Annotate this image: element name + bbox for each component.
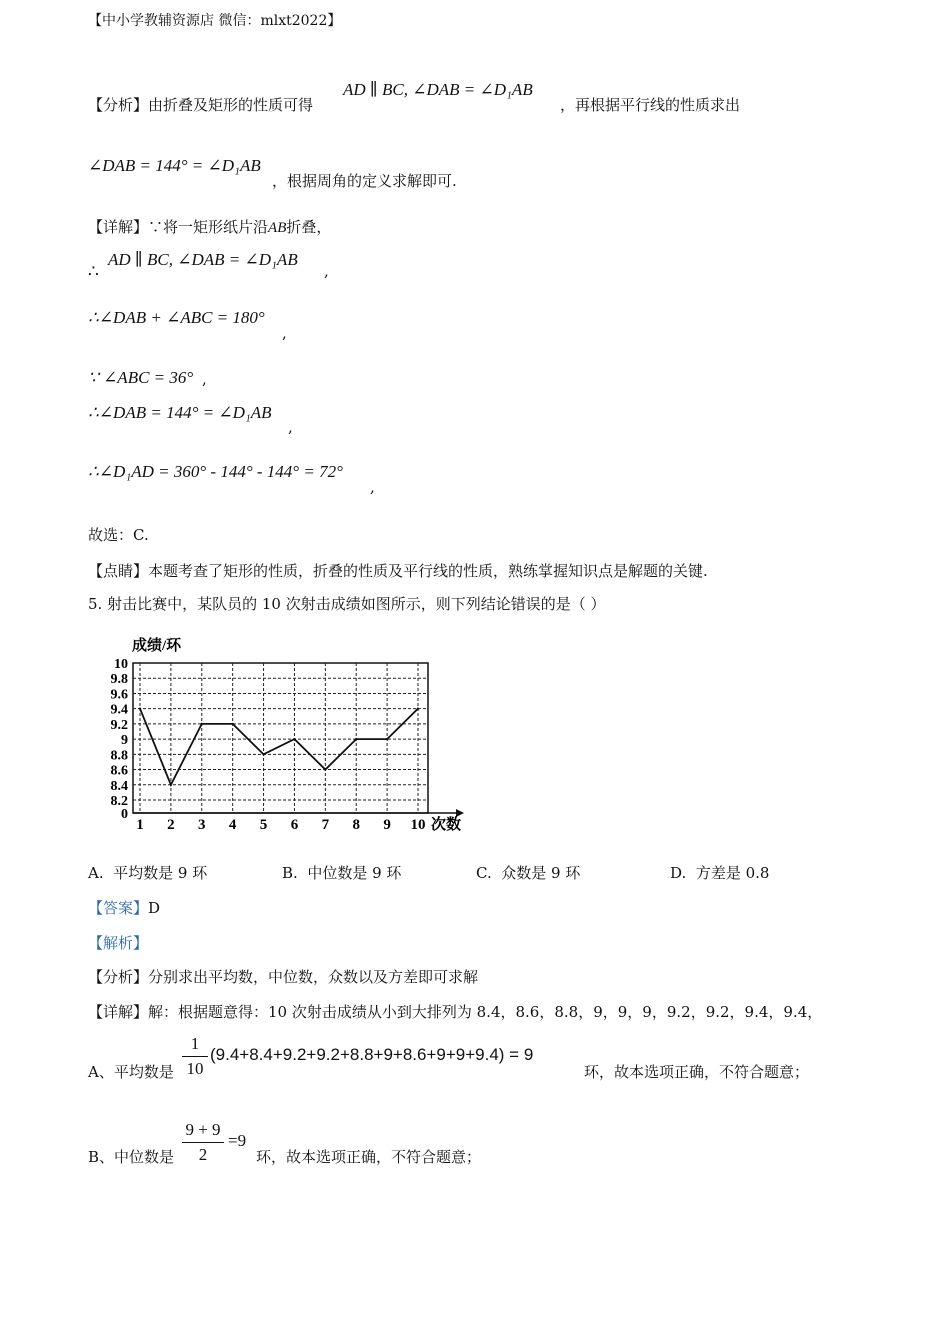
detail-intro <box>88 216 331 237</box>
comment-line <box>88 560 708 581</box>
mean-fraction-denominator: 10 <box>186 1059 204 1078</box>
fraction-bar <box>182 1142 224 1143</box>
option-a-text: 平均数是 9 环 <box>113 864 208 882</box>
y-tick-label: 9.2 <box>110 717 128 733</box>
detail-2-text: 解：根据题意得：10 次射击成绩从小到大排列为 8.4，8.6，8.8，9，9，9，9.2，9.2，9.4，9.4， <box>148 1003 823 1021</box>
x-tick-label: 5 <box>259 817 268 833</box>
answer-value: D <box>148 899 161 917</box>
step-5-comma: , <box>370 478 375 496</box>
segment-ab: AB <box>268 220 287 236</box>
option-d-text: 方差是 0.8 <box>695 864 770 882</box>
mean-fraction-numerator: 1 <box>190 1034 200 1053</box>
detail-intro-post: 折叠， <box>286 218 332 236</box>
option-a-letter: A. <box>88 864 104 882</box>
analysis-line-1 <box>88 94 313 115</box>
x-axis-arrow <box>456 809 464 817</box>
jiexi-label: 【解析】 <box>88 934 149 952</box>
option-b-text: 中位数是 9 环 <box>307 864 402 882</box>
analysis-2 <box>88 966 478 987</box>
step-4-math: ∴∠DAB = 144° = ∠D₁AB <box>88 403 272 422</box>
step-1-math: AD ∥ BC, ∠DAB = ∠D₁AB <box>108 250 298 269</box>
score-point <box>231 723 233 725</box>
choice-text: 故选：C. <box>88 526 149 544</box>
fraction-bar <box>182 1056 208 1057</box>
step-2-comma: , <box>282 324 287 342</box>
analysis-math: AD ∥ BC, ∠DAB = ∠D₁AB <box>343 80 533 99</box>
step-5-math: ∴∠D₁AD = 360° - 144° - 144° = 72° <box>88 462 343 481</box>
y-tick-label: 9.8 <box>110 672 128 688</box>
median-fraction-numerator: 9 + 9 <box>185 1120 221 1139</box>
x-tick-label: 9 <box>383 817 391 833</box>
score-point <box>417 707 419 709</box>
mean-expression: (9.4+8.4+9.2+9.2+8.8+9+8.6+9+9+9.4) = 9 <box>210 1045 534 1064</box>
score-point <box>293 738 295 740</box>
score-point <box>324 768 326 770</box>
median-equals: =9 <box>228 1131 247 1150</box>
plot-frame <box>133 663 428 813</box>
detail-label: 【详解】 <box>88 218 149 236</box>
option-d-letter: D. <box>670 864 687 882</box>
option-b <box>282 862 401 883</box>
median-prefix: B、中位数是 <box>88 1148 175 1166</box>
comment-text: 本题考查了矩形的性质，折叠的性质及平行线的性质，熟练掌握知识点是解题的关键. <box>148 562 708 580</box>
y-tick-label: 8.2 <box>110 794 128 809</box>
answer-label: 【答案】 <box>88 899 149 917</box>
mean-suffix: 环，故本选项正确，不符合题意； <box>584 1063 810 1081</box>
y-tick-label: 0 <box>121 807 128 822</box>
y-tick-label: 8.4 <box>110 778 128 794</box>
score-line-chart <box>88 628 478 838</box>
analysis-2-text: 分别求出平均数，中位数，众数以及方差即可求解 <box>148 968 479 986</box>
analysis-text-post: ，再根据平行线的性质求出 <box>560 96 741 114</box>
y-tick-label: 10 <box>114 657 128 672</box>
option-a <box>88 862 207 883</box>
y-tick-label: 9 <box>121 733 128 749</box>
option-c-letter: C. <box>476 864 492 882</box>
median-fraction <box>182 1120 224 1165</box>
y-tick-label: 8.8 <box>110 748 128 764</box>
y-tick-label: 9.4 <box>110 702 128 718</box>
step-3-math: ∵ ∠ABC = 36° <box>88 368 194 387</box>
analysis-label: 【分析】 <box>88 96 149 114</box>
score-point <box>170 784 172 786</box>
analysis-2-label: 【分析】 <box>88 968 149 986</box>
answer-line <box>88 897 160 918</box>
option-c-text: 众数是 9 环 <box>501 864 581 882</box>
x-tick-label: 6 <box>290 817 299 833</box>
option-c <box>476 862 580 883</box>
x-tick-label: 8 <box>352 817 360 833</box>
mean-prefix: A、平均数是 <box>88 1063 174 1081</box>
score-point <box>355 738 357 740</box>
analysis-text-2: ，根据周角的定义求解即可. <box>272 172 457 190</box>
step-3-comma: , <box>202 370 207 388</box>
comment-label: 【点睛】 <box>88 562 149 580</box>
score-point <box>139 707 141 709</box>
x-tick-label: 7 <box>321 817 330 833</box>
score-series-line <box>140 709 418 785</box>
step-1-comma: , <box>324 262 329 280</box>
detail-2-label: 【详解】 <box>88 1003 149 1021</box>
option-b-letter: B. <box>282 864 298 882</box>
page-header: 【中小学教辅资源店 微信：mlxt2022】 <box>88 13 342 29</box>
therefore-symbol: ∴ <box>88 262 99 282</box>
analysis-text: 由折叠及矩形的性质可得 <box>148 96 314 114</box>
detail-intro-text: ∵将一矩形纸片沿 <box>148 218 269 236</box>
score-point <box>201 723 203 725</box>
mean-fraction <box>182 1034 208 1079</box>
median-fraction-denominator: 2 <box>198 1145 208 1164</box>
median-suffix: 环，故本选项正确，不符合题意； <box>256 1148 482 1166</box>
y-axis-label: 成绩/环 <box>132 638 182 654</box>
y-tick-label: 9.6 <box>110 687 128 703</box>
score-point <box>262 753 264 755</box>
x-tick-label: 1 <box>136 817 144 833</box>
step-2-math: ∴∠DAB + ∠ABC = 180° <box>88 308 265 327</box>
y-tick-label: 8.6 <box>110 763 128 779</box>
step-4-comma: , <box>288 418 293 436</box>
detail-2 <box>88 1001 822 1022</box>
x-tick-label: 3 <box>198 817 206 833</box>
analysis-math-2: ∠DAB = 144° = ∠D₁AB <box>88 156 261 175</box>
option-d <box>670 862 769 883</box>
x-tick-label: 2 <box>167 817 175 833</box>
question-5: 5. 射击比赛中，某队员的 10 次射击成绩如图所示，则下列结论错误的是（ ） <box>88 595 606 613</box>
score-point <box>386 738 388 740</box>
x-tick-label: 10 <box>410 817 426 833</box>
x-axis-label: 次数 <box>431 817 462 833</box>
x-tick-label: 4 <box>228 817 237 833</box>
